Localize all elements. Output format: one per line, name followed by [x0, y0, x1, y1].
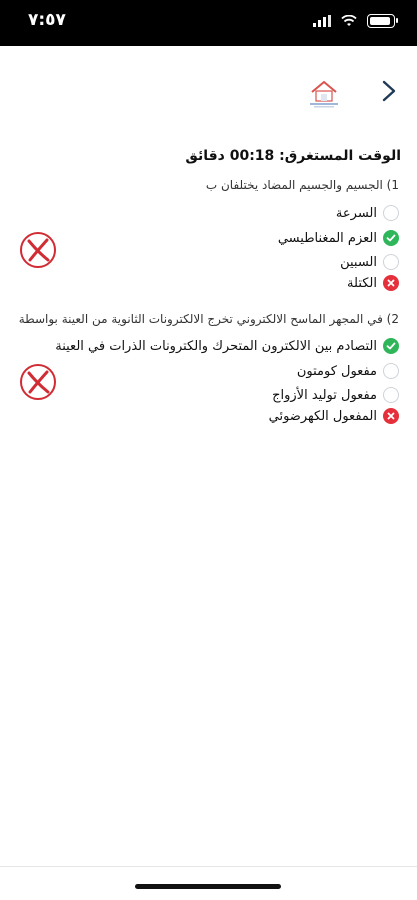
cross-icon: [383, 275, 399, 291]
answer-option: [272, 385, 399, 405]
status-time: ٧:٥٧: [28, 10, 66, 30]
radio-empty-icon: [383, 254, 399, 270]
bottom-divider: [0, 866, 417, 867]
option-label: مفعول كومتون: [296, 363, 377, 379]
wrong-answer-icon: [18, 362, 58, 402]
signal-icon: [313, 15, 331, 27]
answer-option: [336, 203, 399, 223]
wrong-answer-icon: [18, 230, 58, 270]
question-text: 2) في المجهر الماسح الالكتروني تخرج الالكترونات الثانوية من العينة بواسطة: [18, 312, 399, 326]
cross-icon: [383, 408, 399, 424]
answer-option: [269, 406, 399, 426]
check-icon: [383, 338, 399, 354]
option-label: التصادم بين الالكترون المتحرك والكترونات الذرات في العينة: [55, 338, 377, 354]
option-label: العزم المغناطيسي: [277, 230, 377, 246]
option-label: السرعة: [335, 205, 377, 221]
radio-empty-icon: [383, 387, 399, 403]
chevron-right-icon: [382, 80, 396, 102]
status-bar: [0, 0, 417, 46]
check-icon: [383, 230, 399, 246]
question-text: 1) الجسيم والجسيم المضاد يختلفان ب: [205, 178, 399, 192]
option-label: الكتلة: [347, 275, 377, 291]
option-label: السبين: [340, 254, 377, 270]
back-button[interactable]: [377, 74, 401, 108]
radio-empty-icon: [383, 205, 399, 221]
answer-option: [278, 228, 399, 248]
radio-empty-icon: [383, 363, 399, 379]
answer-option: [55, 336, 399, 356]
house-logo-icon: [306, 76, 342, 110]
answer-option: [297, 361, 399, 381]
option-label: المفعول الكهرضوئي: [268, 408, 377, 424]
home-indicator[interactable]: [135, 884, 281, 889]
answer-option: [347, 273, 399, 293]
option-label: مفعول توليد الأزواج: [272, 387, 377, 403]
answer-option: [340, 252, 399, 272]
wifi-icon: [341, 15, 357, 27]
elapsed-time: الوقت المستغرق: 00:18 دقائق: [185, 148, 401, 164]
top-nav: [0, 70, 417, 114]
status-icons: [313, 14, 395, 28]
battery-icon: [367, 14, 395, 28]
